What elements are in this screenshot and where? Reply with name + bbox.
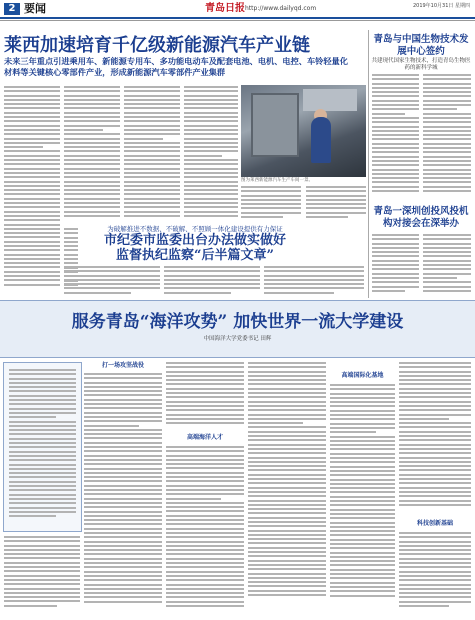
feature-intro-box bbox=[3, 362, 82, 532]
sidebar2-body-col-1 bbox=[372, 234, 419, 296]
section-title: 要闻 bbox=[24, 2, 46, 15]
sidebar-subtitle: 共建现代国家生物技术，打造青岛生物医药的新科学城 bbox=[371, 58, 471, 71]
feature-body-col-5b bbox=[399, 532, 471, 617]
lead-subtitle: 未来三年重点引进乘用车、新能源专用车、多功能电动车及配套电池、电机、电控、车铃轻量化材料等关键核心零部件产业，形成新能源汽车零部件产业集群 bbox=[4, 56, 348, 77]
lead-body-col-3 bbox=[124, 86, 180, 224]
newspaper-logo: 青岛日报 bbox=[205, 3, 245, 14]
photo-machine bbox=[251, 93, 299, 157]
feature-body-col-4 bbox=[330, 384, 395, 617]
feature-section-head-3: 高端国际化基地 bbox=[341, 372, 384, 379]
date-line: 2019年10月31日 星期四 bbox=[412, 3, 470, 9]
feature-section-head-2: 高端海洋人才 bbox=[186, 434, 223, 441]
feature-body-col-5 bbox=[399, 362, 471, 516]
lead-body-col-5 bbox=[241, 186, 301, 222]
feature-byline: 中国海洋大学党委书记 田辉 bbox=[203, 336, 272, 342]
feature-intro-below bbox=[4, 536, 80, 617]
photo-panel bbox=[303, 89, 357, 111]
feature-body-col-1 bbox=[84, 373, 162, 617]
feature-body-col-2 bbox=[166, 362, 244, 430]
story2-kicker: 为破解推进不数据、不破解、不照顾一体化建设提供有力保证 bbox=[107, 225, 283, 233]
feature-section-head-1: 打一场攻坚战役 bbox=[101, 362, 144, 369]
lead-body-col-1 bbox=[4, 86, 60, 296]
story2-body-col-1 bbox=[64, 266, 160, 296]
story2-headline-line2: 监督执纪监察“后半篇文章” bbox=[116, 248, 274, 263]
column-separator bbox=[368, 30, 369, 298]
sidebar-headline-2: 青岛一深圳创投风投机构对接会在深举办 bbox=[373, 206, 469, 229]
lead-body-col-4 bbox=[184, 86, 238, 224]
sidebar2-body-col-2 bbox=[423, 234, 471, 296]
lead-body-col-2 bbox=[64, 86, 120, 224]
photo-caption: 图为莱西新能源汽车生产车间一景。 bbox=[241, 178, 313, 183]
feature-body-col-3 bbox=[248, 362, 326, 617]
intro-box-text bbox=[9, 369, 76, 525]
story2-headline-line1: 市纪委市监委出台办法做实做好 bbox=[103, 233, 286, 248]
newspaper-url[interactable]: http://www.dailyqd.com bbox=[245, 5, 317, 12]
feature-body-col-2b bbox=[166, 446, 244, 617]
factory-photo bbox=[241, 85, 366, 177]
sidebar-headline: 青岛与中国生物技术发展中心签约 bbox=[373, 34, 469, 57]
story2-body-col-3 bbox=[264, 266, 364, 296]
feature-section-head-4: 科技创新基础 bbox=[416, 520, 453, 527]
sidebar-body-col-2 bbox=[423, 74, 471, 200]
lead-headline: 莱西加速培育千亿级新能源汽车产业链 bbox=[4, 35, 310, 56]
photo-worker bbox=[311, 117, 331, 163]
sidebar-body-col-1 bbox=[372, 74, 419, 200]
feature-headline: 服务青岛“海洋攻势” 加快世界一流大学建设 bbox=[71, 312, 404, 332]
header-thin-rule bbox=[0, 20, 475, 21]
story2-body-col-2 bbox=[164, 266, 260, 296]
lead-body-col-6 bbox=[306, 186, 366, 222]
header-rule bbox=[0, 17, 475, 19]
page-number: 2 bbox=[4, 3, 20, 15]
